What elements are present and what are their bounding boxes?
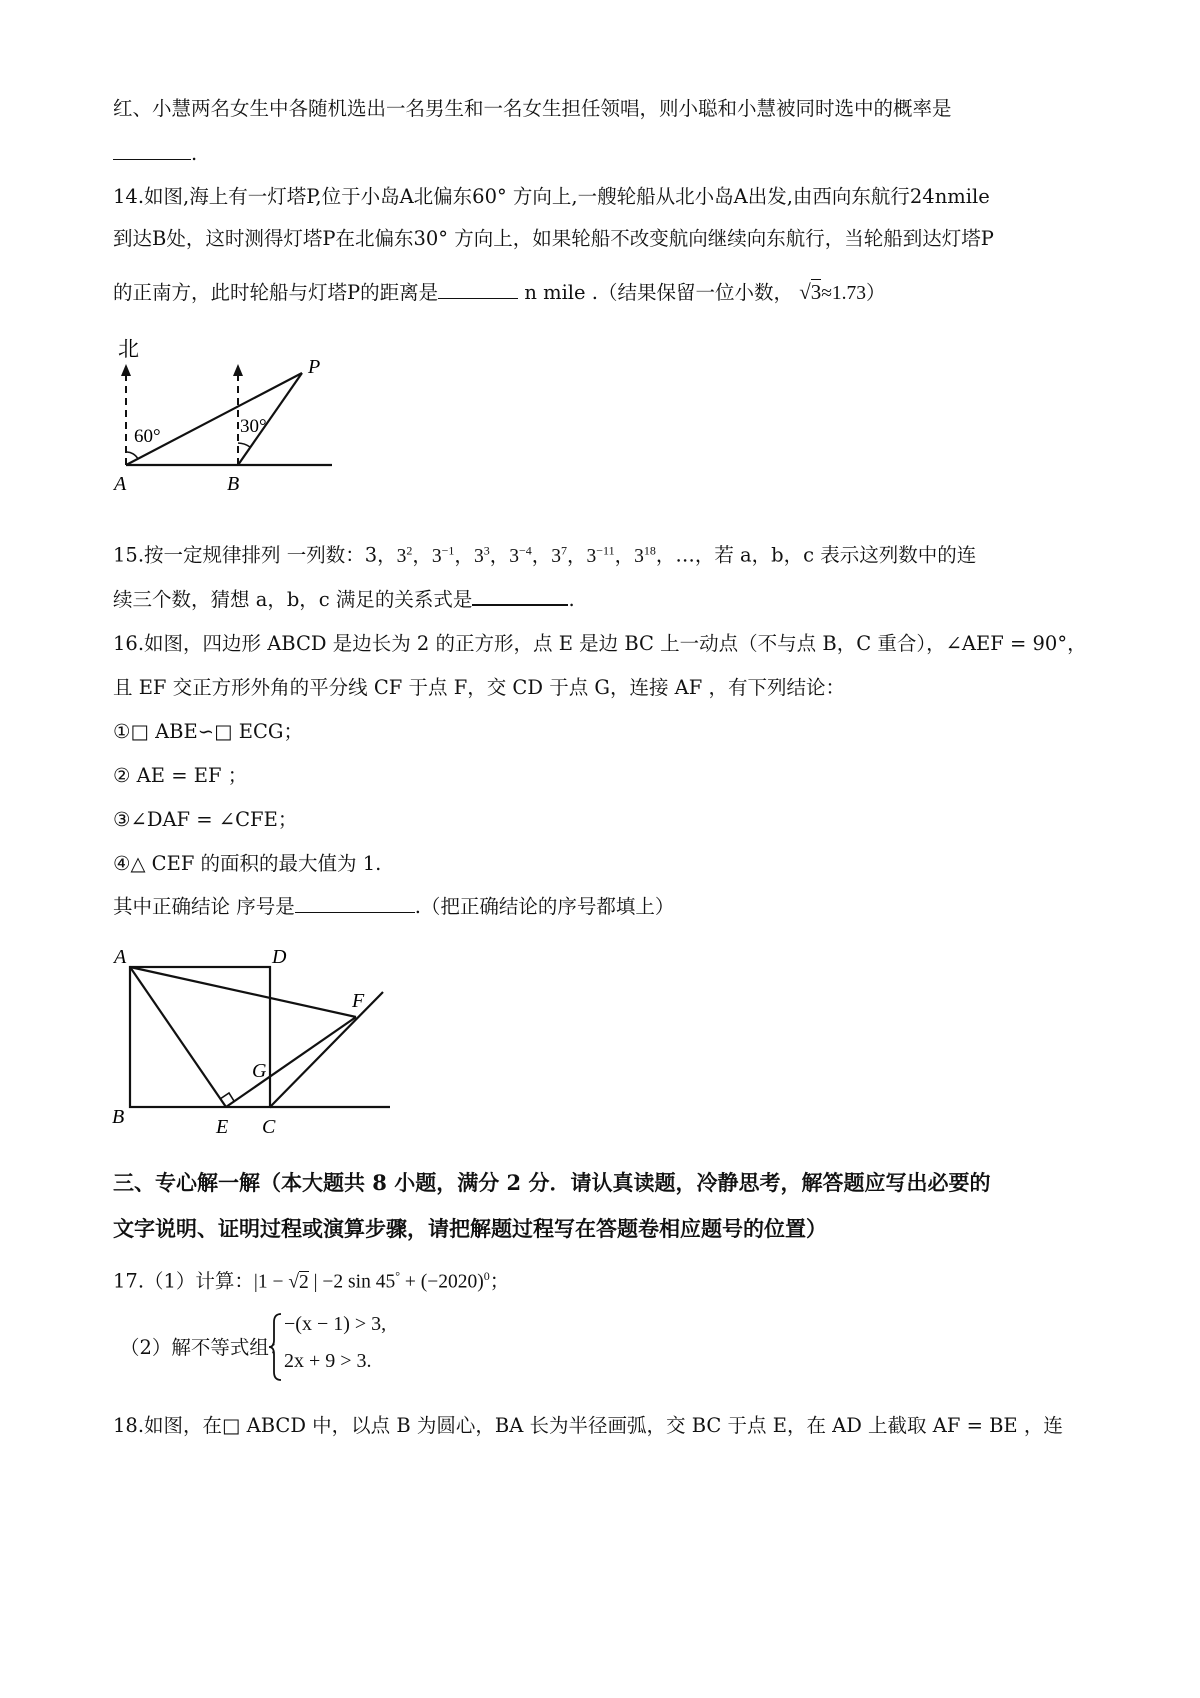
point-e-label: E bbox=[216, 1116, 229, 1138]
q14-line2: 到达B处，这时测得灯塔P在北偏东30° 方向上，如果轮船不改变航向继续向东航行，当轮船到达灯塔P bbox=[113, 227, 994, 250]
q13-answer-line: . bbox=[113, 140, 197, 168]
angle-30-label: 30° bbox=[240, 416, 267, 437]
point-f-label: F bbox=[352, 990, 365, 1012]
q16-answer-line: 其中正确结论 序号是 .（把正确结论的序号都填上） bbox=[113, 895, 675, 918]
sequence-term: $3^2$ bbox=[396, 543, 413, 567]
q16-figure bbox=[100, 935, 410, 1145]
point-p-label: P bbox=[308, 356, 321, 378]
q14-blank[interactable] bbox=[438, 282, 518, 299]
section-3-heading-line1: 三、专心解一解（本大题共 8 小题，满分 2 分．请认真读题，冷静思考，解答题应写出必要的 bbox=[113, 1170, 991, 1195]
sequence-term: $3^{-4}$ bbox=[509, 543, 532, 567]
q17-part1: 17.（1）计算：|1 − √2 | −2 $\sin 45^\circ + (-2020)^0$； bbox=[113, 1269, 510, 1293]
sequence-term: $3^{-11}$ bbox=[586, 543, 615, 567]
point-b-label: B bbox=[227, 473, 240, 495]
q13-text: 红、小慧两名女生中各随机选出一名男生和一名女生担任领唱，则小聪和小慧被同时选中的概率是 bbox=[113, 97, 952, 120]
q16-item-3: ③∠DAF = ∠CFE； bbox=[113, 808, 298, 831]
point-a-label: A bbox=[114, 946, 127, 968]
q17-part2-label: （2）解不等式组： bbox=[120, 1336, 289, 1359]
q13-blank[interactable] bbox=[113, 143, 191, 160]
q16-item-2: ② AE = EF ； bbox=[113, 764, 248, 787]
inequality-1: −(x − 1) > 3, bbox=[284, 1313, 387, 1335]
north-label: 北 bbox=[118, 337, 139, 361]
sequence-term: $3^3$ bbox=[473, 543, 490, 567]
q16-line1: 16.如图，四边形 ABCD 是边长为 2 的正方形，点 E 是边 BC 上一动点（不与点 B，C 重合），∠AEF = 90°， bbox=[113, 632, 1087, 655]
point-g-label: G bbox=[252, 1060, 267, 1082]
point-a-label: A bbox=[114, 473, 127, 495]
q16-item-4: ④△ CEF 的面积的最大值为 1. bbox=[113, 852, 382, 875]
q16-blank[interactable] bbox=[295, 896, 415, 913]
q15-sequence: $3^2$，$3^{-1}$，$3^3$，$3^{-4}$，$3^7$，$3^{-11}$，$3^{18}$ bbox=[396, 543, 656, 567]
sqrt-symbol: √2 bbox=[288, 1271, 309, 1293]
q14-figure bbox=[100, 320, 360, 510]
q16-item-1: ①□ ABE∽□ ECG； bbox=[113, 720, 303, 743]
sequence-term: $3^7$ bbox=[551, 543, 567, 567]
sqrt-symbol: √3 bbox=[799, 280, 822, 304]
inequality-2: 2x + 9 > 3. bbox=[284, 1350, 372, 1372]
q15-blank[interactable] bbox=[472, 588, 568, 606]
angle-60-label: 60° bbox=[134, 426, 161, 447]
q14-line3: 的正南方，此时轮船与灯塔P的距离是 n mile .（结果保留一位小数， √3≈1.73） bbox=[113, 280, 886, 304]
point-c-label: C bbox=[262, 1116, 276, 1138]
q16-line2: 且 EF 交正方形外角的平分线 CF 于点 F，交 CD 于点 G，连接 AF ，有下列结论： bbox=[113, 676, 845, 699]
sequence-term: $3^{18}$ bbox=[634, 543, 656, 567]
q15-line2: 续三个数，猜想 a，b，c 满足的关系式是 . bbox=[113, 588, 575, 611]
q15-line1: 15.按一定规律排列 一列数：3，$3^2$，$3^{-1}$，$3^3$，$3^{-4}$，$3^7$，$3^{-11}$，$3^{18}$，…，若 a，b，c 表示这列数中的连 bbox=[113, 543, 977, 567]
section-3-heading-line2: 文字说明、证明过程或演算步骤，请把解题过程写在答题卷相应题号的位置） bbox=[113, 1216, 827, 1241]
point-d-label: D bbox=[272, 946, 287, 968]
point-b-label: B bbox=[112, 1106, 125, 1128]
q18-text: 18.如图，在□ ABCD 中，以点 B 为圆心，BA 长为半径画弧，交 BC 于点 E，在 AD 上截取 AF = BE ，连 bbox=[113, 1414, 1063, 1437]
q14-line1: 14.如图,海上有一灯塔P,位于小岛A北偏东60° 方向上,一艘轮船从北小岛A出发,由西向东航行24nmile bbox=[113, 185, 990, 208]
brace-symbol bbox=[268, 1312, 284, 1382]
sequence-term: $3^{-1}$ bbox=[431, 543, 455, 567]
